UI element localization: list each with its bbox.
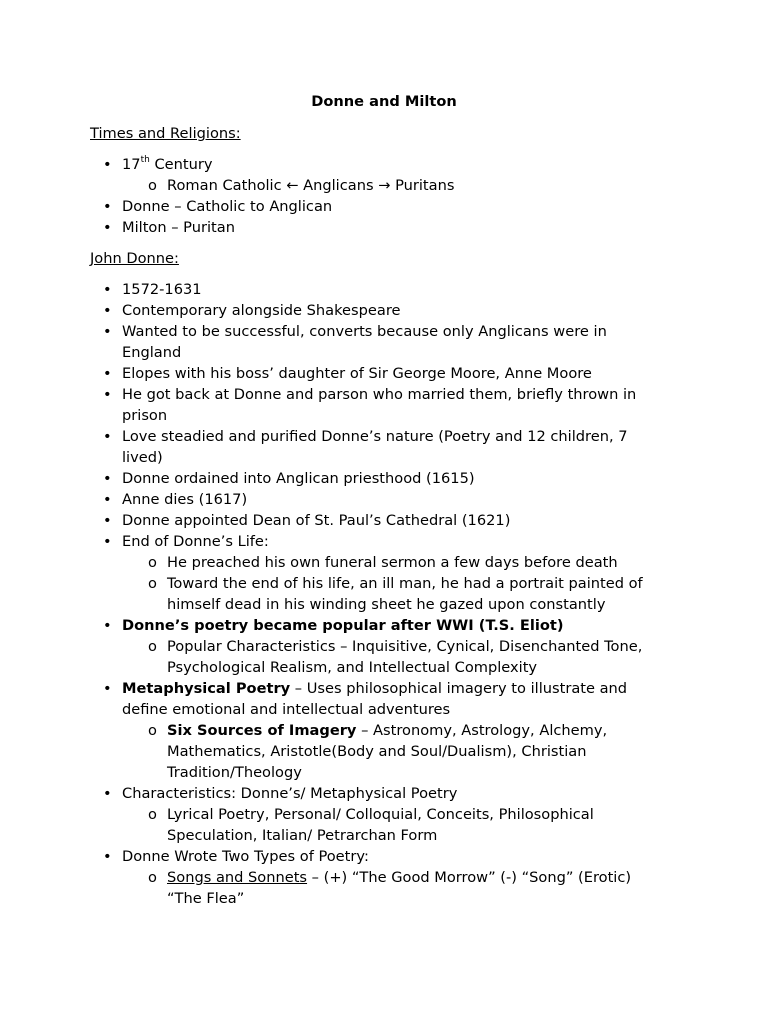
bullet-icon: • — [103, 386, 112, 403]
list-item — [0, 783, 662, 846]
list-item-term: Metaphysical Poetry — [122, 680, 291, 697]
list-item-text: 1572-1631 — [122, 281, 202, 298]
bullet-icon: • — [103, 302, 112, 319]
list-item-text: Love steadied and purified Donne’s nature (Poetry and 12 children, 7 lived) — [122, 428, 628, 466]
sub-list-item — [122, 175, 667, 196]
list-item-text: Anne dies (1617) — [122, 491, 248, 508]
sub-bullet-icon: o — [148, 869, 157, 886]
list-item-text: Donne appointed Dean of St. Paul’s Cathedral (1621) — [122, 512, 511, 529]
list-item-text: Donne’s poetry became popular after WWI (T.S. Eliot) — [122, 617, 564, 634]
list-item — [0, 321, 662, 363]
bullet-icon: • — [103, 617, 112, 634]
list-item — [0, 615, 662, 678]
bullet-icon: • — [103, 470, 112, 487]
list-item-text: Lyrical Poetry, Personal/ Colloquial, Conceits, Philosophical Speculation, Italian/ Petrarchan Form — [167, 806, 594, 844]
list-item-text: – Uses philosophical imagery to illustrate and define emotional and intellectual adventures — [122, 680, 628, 718]
list-item-text: Roman Catholic ← Anglicans → Puritans — [167, 177, 455, 194]
section-heading-times: Times and Religions: — [90, 125, 241, 142]
bullet-icon: • — [103, 533, 112, 550]
list-item-text: Donne – Catholic to Anglican — [122, 198, 333, 215]
sub-bullet-icon: o — [148, 177, 157, 194]
list-item — [0, 384, 662, 426]
century-superscript: th — [140, 155, 150, 166]
sub-list — [122, 552, 662, 615]
sub-list — [122, 175, 662, 196]
bullet-icon: • — [103, 785, 112, 802]
sub-bullet-icon: o — [148, 806, 157, 823]
bullet-icon: • — [103, 198, 112, 215]
bullet-icon: • — [103, 156, 112, 173]
list-item — [0, 510, 662, 531]
list-item-text: Wanted to be successful, converts because only Anglicans were in England — [122, 323, 607, 361]
list-item-text: Toward the end of his life, an ill man, he had a portrait painted of himself dead in his winding sheet he gazed upon constantly — [167, 575, 643, 613]
list-item-text: Popular Characteristics – Inquisitive, Cynical, Disenchanted Tone, Psychological Realism, and Intellectual Complexity — [167, 638, 643, 676]
bullet-icon: • — [103, 491, 112, 508]
bullet-icon: • — [103, 365, 112, 382]
list-item-text: End of Donne’s Life: — [122, 533, 269, 550]
list-item-text: – Astronomy, Astrology, Alchemy, Mathematics, Aristotle(Body and Soul/Dualism), Christian Tradition/Theology — [167, 722, 608, 781]
list-item — [0, 531, 662, 615]
list-item-term: Songs and Sonnets — [167, 869, 308, 886]
century-text: Century — [149, 156, 213, 173]
section-heading-donne: John Donne: — [90, 250, 179, 267]
list-item — [0, 154, 662, 196]
sub-list-item — [122, 867, 667, 909]
donne-list — [0, 279, 768, 909]
list-item — [0, 468, 662, 489]
list-item-text: Donne Wrote Two Types of Poetry: — [122, 848, 369, 865]
list-item — [0, 678, 662, 783]
list-item — [0, 279, 662, 300]
bullet-icon: • — [103, 281, 112, 298]
sub-list-item — [122, 573, 667, 615]
list-item-text: He got back at Donne and parson who married them, briefly thrown in prison — [122, 386, 637, 424]
sub-list — [122, 636, 662, 678]
list-item — [0, 489, 662, 510]
bullet-icon: • — [103, 428, 112, 445]
list-item — [0, 363, 662, 384]
list-item-text: Contemporary alongside Shakespeare — [122, 302, 401, 319]
sub-list — [122, 720, 662, 783]
list-item — [0, 846, 662, 909]
sub-list-item — [122, 804, 667, 846]
sub-list-item — [122, 552, 667, 573]
sub-bullet-icon: o — [148, 554, 157, 571]
sub-list-item — [122, 720, 667, 783]
list-item — [0, 196, 662, 217]
list-item — [0, 217, 662, 238]
list-item-text: Milton – Puritan — [122, 219, 235, 236]
list-item-text: Characteristics: Donne’s/ Metaphysical Poetry — [122, 785, 458, 802]
list-item-text: Elopes with his boss’ daughter of Sir George Moore, Anne Moore — [122, 365, 592, 382]
list-item — [0, 300, 662, 321]
sub-bullet-icon: o — [148, 638, 157, 655]
list-item — [0, 426, 662, 468]
bullet-icon: • — [103, 680, 112, 697]
list-item-text: Donne ordained into Anglican priesthood (1615) — [122, 470, 475, 487]
sub-list — [122, 804, 662, 846]
bullet-icon: • — [103, 323, 112, 340]
times-list — [0, 154, 768, 238]
century-number: 17 — [122, 156, 141, 173]
sub-list — [122, 867, 662, 909]
list-item-term: Six Sources of Imagery — [167, 722, 357, 739]
bullet-icon: • — [103, 219, 112, 236]
list-item-text: – (+) “The Good Morrow” (-) “Song” (Erotic) “The Flea” — [167, 869, 632, 907]
sub-list-item — [122, 636, 667, 678]
bullet-icon: • — [103, 848, 112, 865]
list-item-text: He preached his own funeral sermon a few days before death — [167, 554, 618, 571]
page-title: Donne and Milton — [311, 93, 457, 110]
sub-bullet-icon: o — [148, 575, 157, 592]
sub-bullet-icon: o — [148, 722, 157, 739]
bullet-icon: • — [103, 512, 112, 529]
